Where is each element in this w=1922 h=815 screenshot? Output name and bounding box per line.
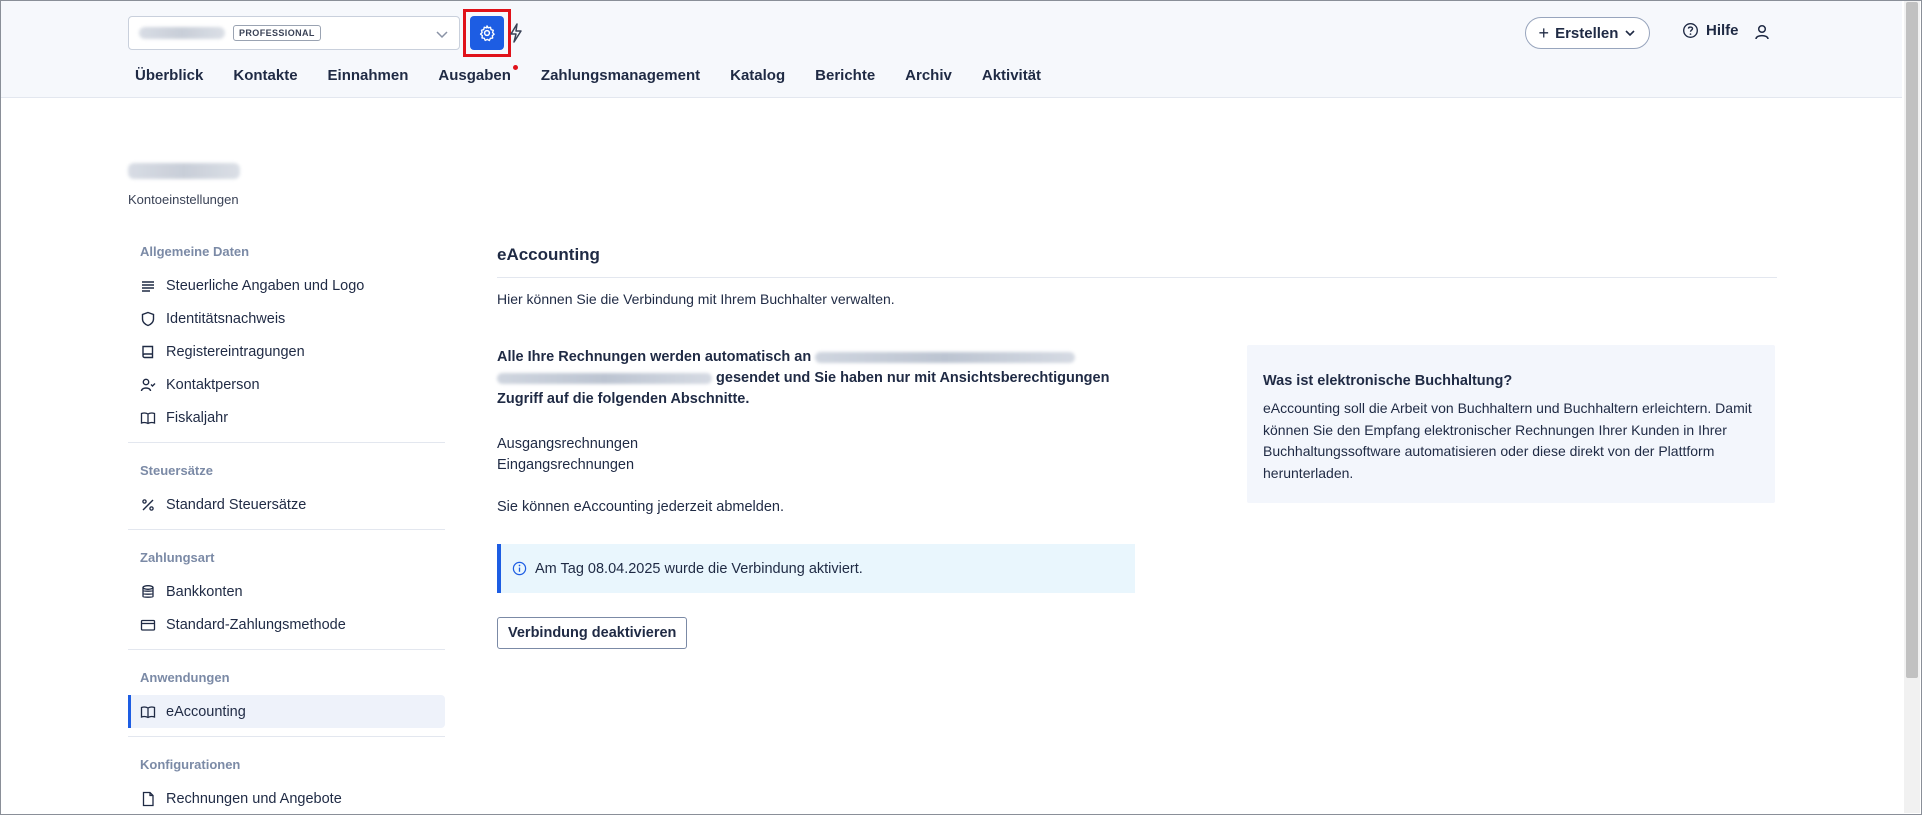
nav-item-uberblick[interactable]: Überblick [135,67,204,84]
list-item: Ausgangsrechnungen [497,436,639,452]
database-icon [140,584,156,600]
sidebar-item-label: Registereintragungen [166,343,305,360]
sidebar-section-payment [128,542,445,650]
sidebar-item-default-payment[interactable] [128,608,445,641]
document-icon [140,791,156,807]
help-circle-icon [1682,22,1699,39]
create-button[interactable] [1525,17,1650,49]
accessible-sections-list [497,434,638,476]
company-name-blurred [128,163,240,179]
nav-item-ausgaben[interactable] [438,67,511,84]
create-label: Erstellen [1555,24,1619,42]
lightning-icon[interactable] [508,23,524,43]
info-card [1247,345,1775,503]
sidebar-heading: Konfigurationen [140,757,241,772]
section-description: Hier können Sie die Verbindung mit Ihrem Buchhalter verwalten. [497,291,895,307]
user-icon[interactable] [1753,23,1771,41]
book-icon [140,344,156,360]
deactivate-connection-button[interactable]: Verbindung deaktivieren [497,617,687,649]
help-label: Hilfe [1706,22,1739,39]
notification-dot [513,65,518,70]
sidebar-item-label: Kontaktperson [166,376,260,393]
section-title: eAccounting [497,245,600,264]
sidebar-item-eaccounting[interactable] [128,695,445,728]
sidebar-item-invoices-quotes[interactable] [128,782,445,815]
open-book-icon [140,410,156,426]
page-title [128,163,240,182]
page-subtitle: Kontoeinstellungen [128,192,239,207]
sidebar-heading: Steuersätze [140,463,213,478]
lines-icon [140,278,156,294]
sidebar-section-applications [128,662,445,737]
sidebar-section-tax-rates [128,455,445,530]
settings-sidebar [128,236,445,815]
alert-text: Am Tag 08.04.2025 wurde die Verbindung aktiviert. [535,560,863,577]
sidebar-item-fiscal-year[interactable] [128,401,445,434]
sidebar-item-label: Steuerliche Angaben und Logo [166,277,365,294]
gear-icon [478,24,496,42]
sidebar-item-label: Identitätsnachweis [166,310,286,327]
chevron-down-icon [435,27,449,41]
company-selector[interactable] [128,16,460,50]
sidebar-heading: Allgemeine Daten [140,244,250,259]
main-navigation [135,67,1071,84]
sidebar-item-register[interactable] [128,335,445,368]
sidebar-item-tax-info[interactable] [128,269,445,302]
sidebar-item-bank-accounts[interactable] [128,575,445,608]
sidebar-item-label: Fiskaljahr [166,409,229,426]
top-header [0,0,1902,98]
info-text-part2: gesendet und Sie haben nur mit Ansichtsberechtigungen Zugriff auf die folgenden Abschnitte. [497,370,1110,407]
nav-item-berichte[interactable]: Berichte [815,67,876,84]
sidebar-item-label: Bankkonten [166,583,243,600]
nav-item-zahlungsmanagement[interactable]: Zahlungsmanagement [540,67,701,84]
divider [497,277,1777,278]
chevron-down-icon [1624,27,1636,39]
nav-item-ausgaben-label: Ausgaben [438,67,511,84]
sidebar-item-contact-person[interactable] [128,368,445,401]
nav-item-kontakte[interactable]: Kontakte [233,67,298,84]
sidebar-item-standard-tax-rates[interactable] [128,488,445,521]
main-content [497,245,1777,641]
info-alert [497,544,1135,593]
sidebar-item-label: Rechnungen und Angebote [166,790,342,807]
open-book-icon [140,704,156,720]
sidebar-section-configurations [128,749,445,815]
sidebar-section-general [128,236,445,443]
list-item: Eingangsrechnungen [497,457,635,473]
unsubscribe-text: Sie können eAccounting jederzeit abmelden. [497,499,784,515]
nav-item-einnahmen[interactable]: Einnahmen [327,67,409,84]
redacted-accountant-name [815,352,1075,363]
sidebar-item-label: eAccounting [166,703,246,720]
settings-button[interactable] [470,16,504,50]
nav-item-archiv[interactable]: Archiv [905,67,952,84]
nav-item-aktivitat[interactable]: Aktivität [981,67,1042,84]
percent-icon [140,497,156,513]
nav-item-katalog[interactable]: Katalog [730,67,786,84]
vertical-scrollbar[interactable] [1904,0,1920,813]
info-icon [512,561,527,576]
company-select-value [139,27,225,39]
info-card-text: eAccounting soll die Arbeit von Buchhaltern und Buchhaltern erleichtern. Damit können Sie den Empfang elektronischer Rechnungen Ihrer Kunden in Ihrer Buchhaltungssoftware automatisieren oder diese direkt von der Plattform herunterladen. [1263,400,1752,481]
card-icon [140,617,156,633]
user-check-icon [140,377,156,393]
sidebar-heading: Anwendungen [140,670,230,685]
sidebar-item-identity[interactable] [128,302,445,335]
plan-badge: PROFESSIONAL [233,25,321,41]
info-text-part1: Alle Ihre Rechnungen werden automatisch an [497,349,812,365]
scrollbar-thumb[interactable] [1906,2,1918,678]
redacted-accountant-name-cont [497,373,712,384]
info-card-title: Was ist elektronische Buchhaltung? [1263,373,1513,389]
sidebar-heading: Zahlungsart [140,550,215,565]
connection-info-text [497,347,1137,410]
plus-icon: + [1538,23,1550,43]
help-link[interactable] [1682,22,1739,39]
sidebar-item-label: Standard-Zahlungsmethode [166,616,346,633]
sidebar-item-label: Standard Steuersätze [166,496,307,513]
shield-icon [140,311,156,327]
